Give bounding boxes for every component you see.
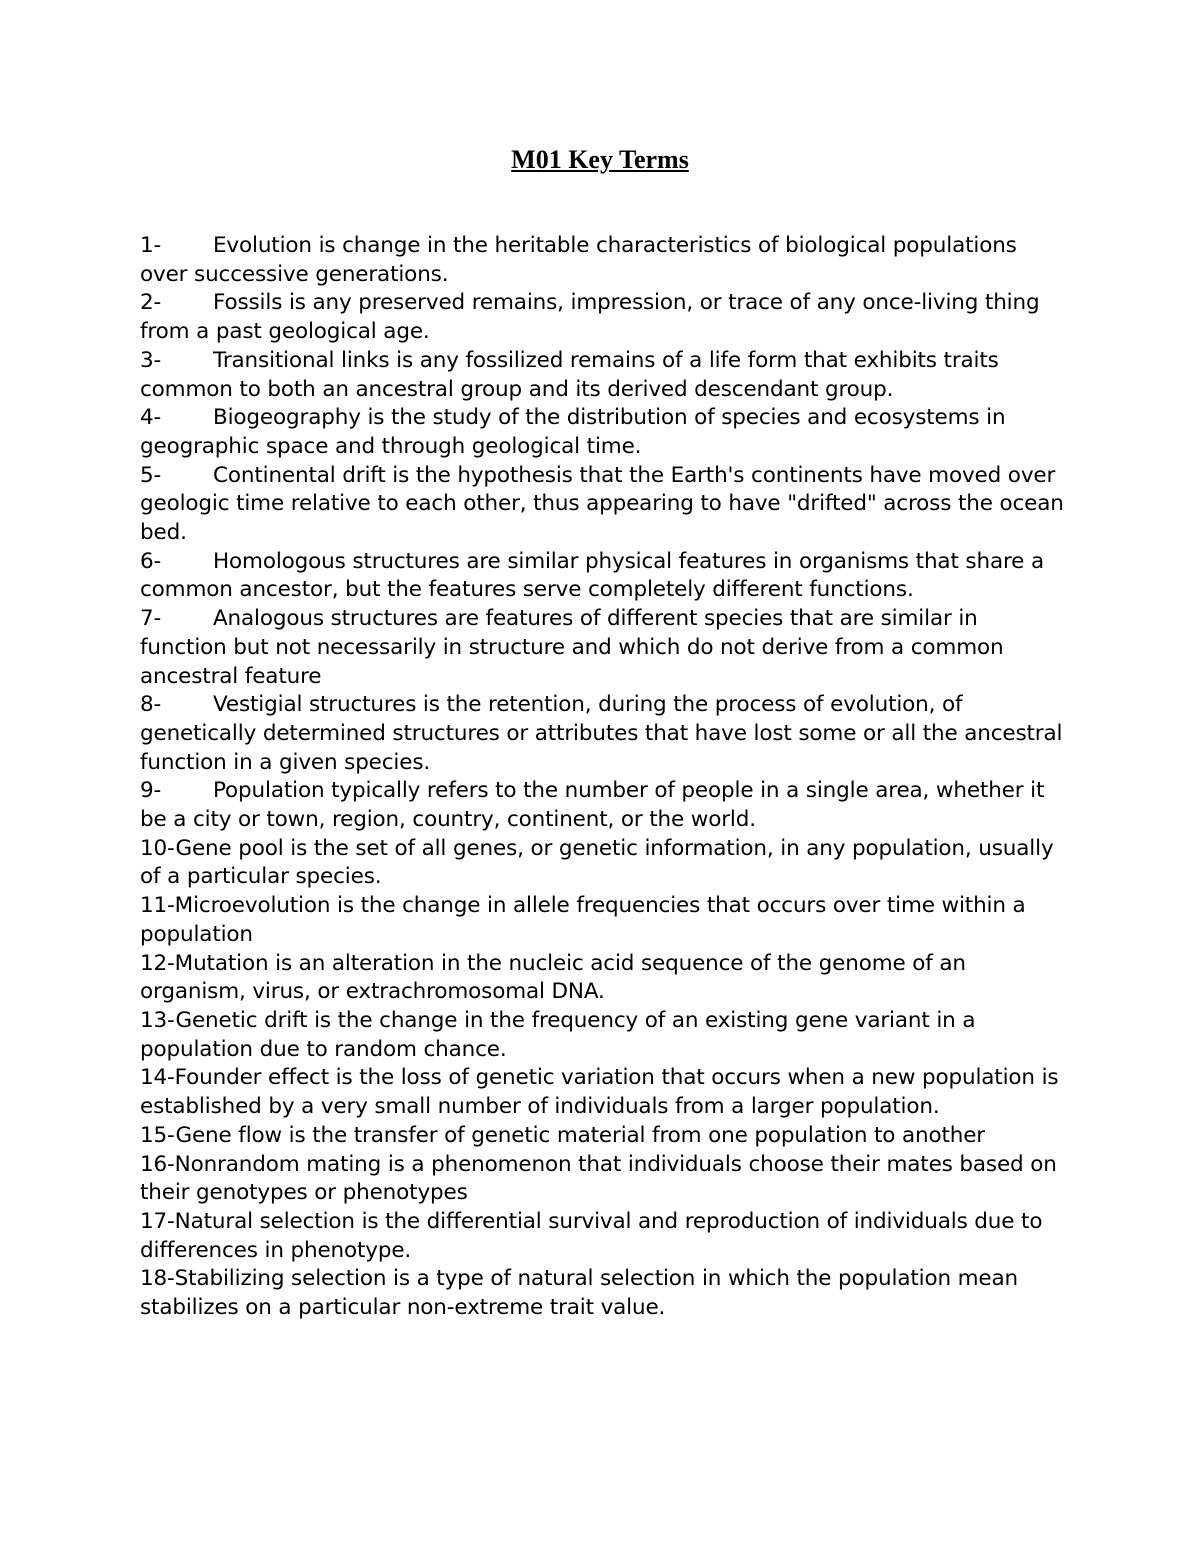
term-number: 5- bbox=[140, 462, 162, 488]
term-definition: Biogeography is the study of the distribution of species and ecosystems in geographic space and through geological time. bbox=[140, 405, 1006, 459]
term-number: 12- bbox=[140, 950, 175, 976]
key-terms-list bbox=[140, 232, 1065, 1323]
list-item bbox=[140, 548, 1065, 605]
term-definition: Founder effect is the loss of genetic variation that occurs when a new population is established by a very small number of individuals from a larger population. bbox=[140, 1065, 1059, 1120]
term-definition: Transitional links is any fossilized remains of a life form that exhibits traits common to both an ancestral group and its derived descendant group. bbox=[140, 347, 999, 402]
term-definition: Analogous structures are features of different species that are similar in function but not necessarily in structure and which do not derive from a common ancestral feature bbox=[140, 606, 1004, 689]
term-definition: Stabilizing selection is a type of natural selection in which the population mean stabilizes on a particular non-extreme trait value. bbox=[140, 1266, 1018, 1321]
list-item bbox=[140, 892, 1065, 949]
term-number: 1- bbox=[140, 233, 162, 258]
list-item bbox=[140, 950, 1065, 1007]
list-item bbox=[140, 777, 1065, 834]
list-item bbox=[140, 1265, 1065, 1322]
list-item bbox=[140, 1208, 1065, 1265]
term-definition: Evolution is change in the heritable characteristics of biological populations over successive generations. bbox=[140, 233, 1017, 287]
term-definition: Homologous structures are similar physical features in organisms that share a common ancestor, but the features serve completely different functions. bbox=[140, 548, 1044, 603]
term-number: 16- bbox=[140, 1151, 175, 1177]
term-definition: Nonrandom mating is a phenomenon that individuals choose their mates based on their genotypes or phenotypes bbox=[140, 1151, 1057, 1206]
list-item bbox=[140, 1151, 1065, 1208]
list-item bbox=[140, 1007, 1065, 1064]
list-item bbox=[140, 605, 1065, 691]
term-number: 15- bbox=[140, 1122, 176, 1148]
page-title: M01 Key Terms bbox=[511, 145, 689, 174]
term-number: 10- bbox=[140, 835, 176, 861]
list-item bbox=[140, 462, 1065, 548]
term-definition: Microevolution is the change in allele frequencies that occurs over time within a population bbox=[140, 893, 1026, 947]
term-definition: Mutation is an alteration in the nucleic acid sequence of the genome of an organism, virus, or extrachromosomal DNA. bbox=[140, 950, 966, 1005]
list-item bbox=[140, 835, 1065, 892]
term-definition: Gene flow is the transfer of genetic material from one population to another bbox=[175, 1122, 985, 1148]
term-definition: Natural selection is the differential survival and reproduction of individuals due to differences in phenotype. bbox=[140, 1208, 1043, 1263]
list-item bbox=[140, 404, 1065, 461]
term-definition: Fossils is any preserved remains, impression, or trace of any once-living thing from a past geological age. bbox=[140, 290, 1040, 345]
term-definition: Genetic drift is the change in the frequency of an existing gene variant in a population due to random chance. bbox=[140, 1007, 976, 1062]
term-number: 4- bbox=[140, 405, 162, 431]
term-definition: Population typically refers to the number of people in a single area, whether it be a city or town, region, country, continent, or the world. bbox=[140, 778, 1045, 833]
term-number: 14- bbox=[140, 1065, 175, 1091]
term-number: 11- bbox=[140, 893, 175, 919]
term-definition: Vestigial structures is the retention, during the process of evolution, of genetically determined structures or attributes that have lost some or all the ancestral function in a given species. bbox=[140, 692, 1063, 775]
term-definition: Gene pool is the set of all genes, or genetic information, in any population, usually of a particular species. bbox=[140, 835, 1054, 890]
term-number: 9- bbox=[140, 778, 162, 804]
list-item bbox=[140, 1064, 1065, 1121]
term-number: 13- bbox=[140, 1007, 176, 1033]
term-number: 8- bbox=[140, 692, 162, 718]
term-number: 17- bbox=[140, 1208, 175, 1234]
list-item bbox=[140, 691, 1065, 777]
list-item bbox=[140, 289, 1065, 346]
term-number: 6- bbox=[140, 548, 162, 574]
list-item bbox=[140, 347, 1065, 404]
term-number: 7- bbox=[140, 606, 162, 632]
term-number: 2- bbox=[140, 290, 162, 316]
term-definition: Continental drift is the hypothesis that the Earth's continents have moved over geologic time relative to each other, thus appearing to have "drifted" across the ocean bed. bbox=[140, 462, 1064, 546]
list-item bbox=[140, 232, 1065, 289]
list-item bbox=[140, 1122, 1065, 1151]
term-number: 3- bbox=[140, 347, 162, 373]
term-number: 18- bbox=[140, 1266, 175, 1292]
